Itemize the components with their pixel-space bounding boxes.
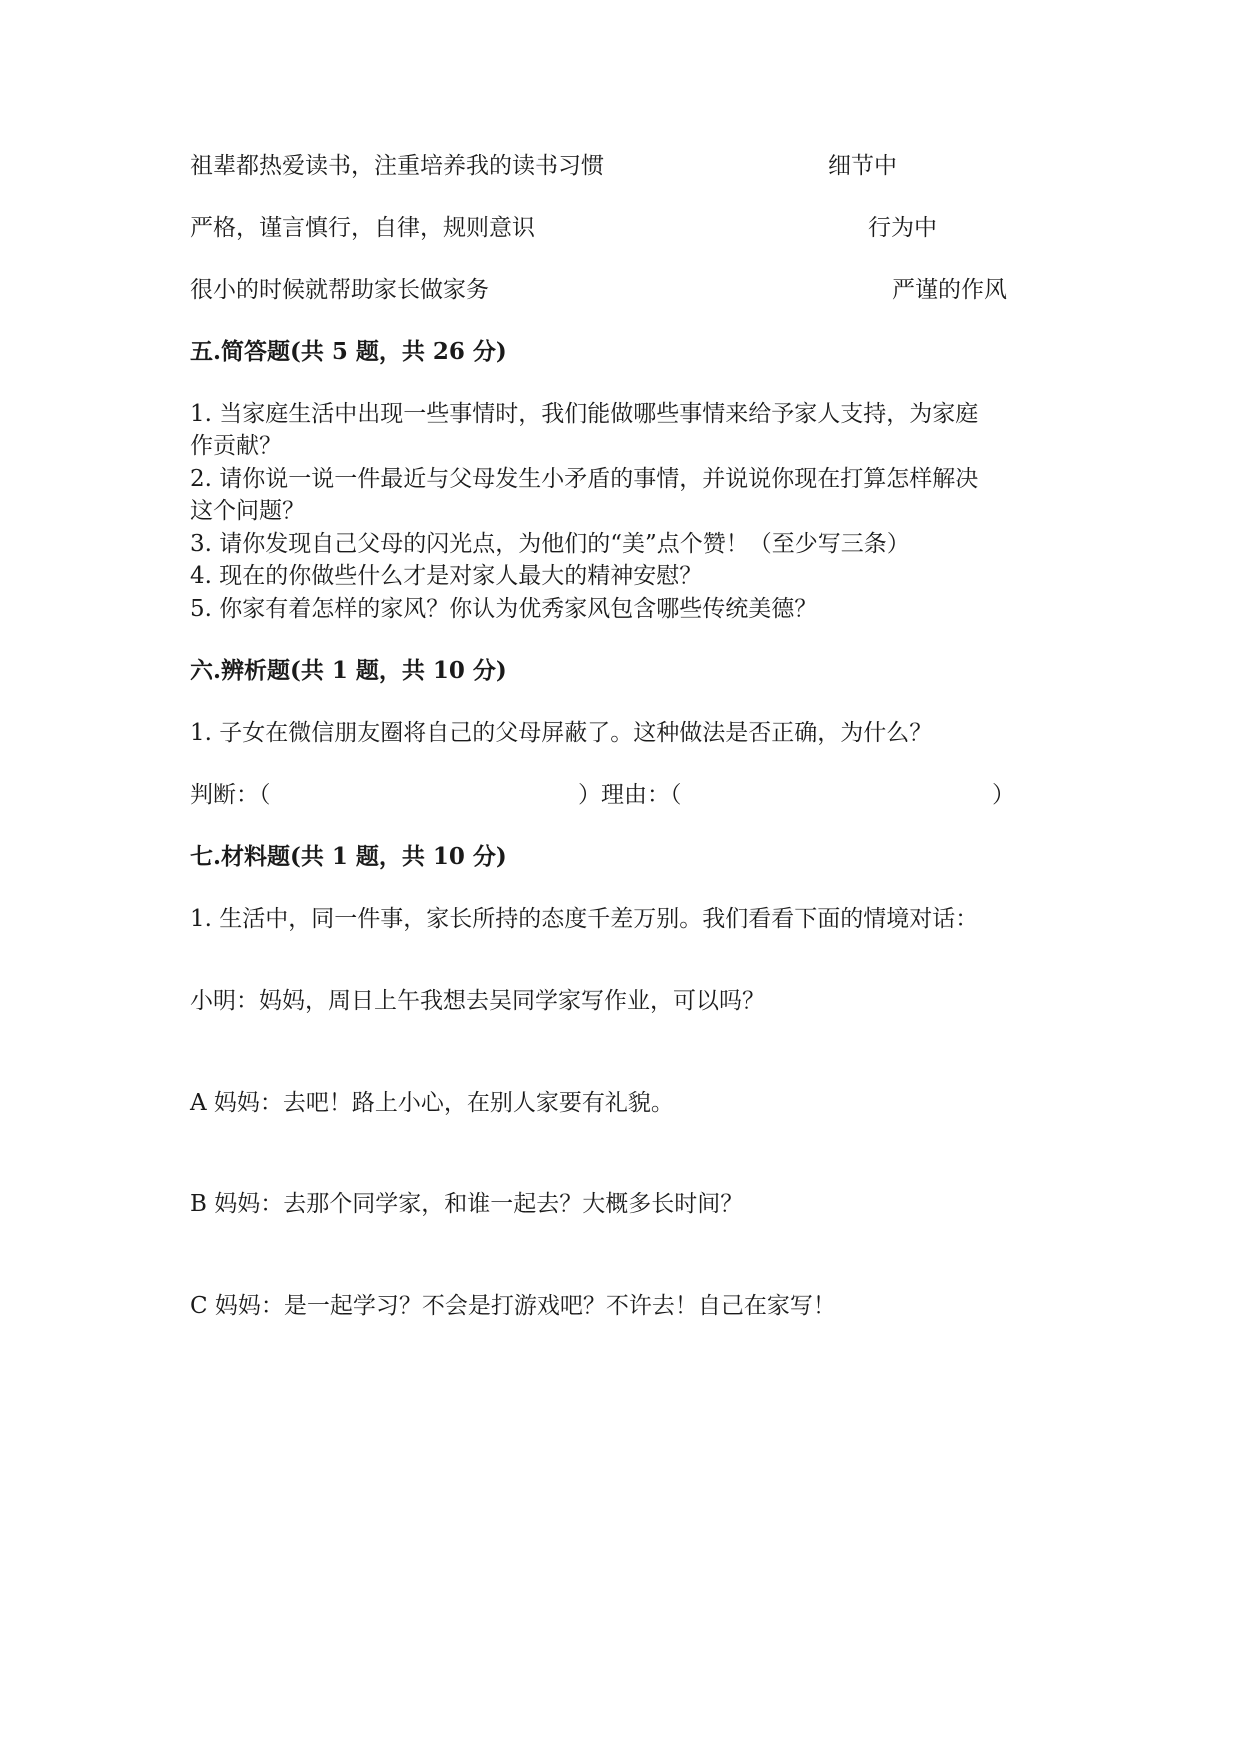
matching-right-2: 行为中: [868, 215, 937, 241]
reason-label: ）理由：（: [578, 782, 682, 808]
matching-right-3: 严谨的作风: [892, 277, 1007, 303]
reason-close: ）: [992, 782, 1015, 808]
section6-heading: 六.辨析题(共 1 题，共 10 分): [190, 657, 507, 684]
judge-label: 判断：（: [190, 782, 271, 808]
matching-right-1: 细节中: [828, 153, 897, 179]
section5-line-6: 4. 现在的你做些什么才是对家人最大的精神安慰？: [190, 563, 703, 589]
section5-line-3: 2. 请你说一说一件最近与父母发生小矛盾的事情，并说说你现在打算怎样解决: [190, 466, 979, 492]
section5-line-4: 这个问题？: [190, 498, 305, 524]
dialogue-mom-a: A 妈妈：去吧！路上小心，在别人家要有礼貌。: [190, 1090, 674, 1116]
section6-question: 1. 子女在微信朋友圈将自己的父母屏蔽了。这种做法是否正确，为什么？: [190, 720, 933, 746]
matching-left-1: 祖辈都热爱读书，注重培养我的读书习惯: [190, 153, 604, 179]
dialogue-mom-b: B 妈妈：去那个同学家，和谁一起去？大概多长时间？: [190, 1191, 744, 1217]
dialogue-xiaoming: 小明：妈妈，周日上午我想去吴同学家写作业，可以吗？: [190, 988, 765, 1014]
matching-left-3: 很小的时候就帮助家长做家务: [190, 277, 489, 303]
section5-line-7: 5. 你家有着怎样的家风？你认为优秀家风包含哪些传统美德？: [190, 596, 818, 622]
matching-left-2: 严格，谨言慎行，自律，规则意识: [190, 215, 535, 241]
section5-heading: 五.简答题(共 5 题，共 26 分): [190, 338, 507, 365]
section5-line-2: 作贡献？: [190, 433, 282, 459]
dialogue-mom-c: C 妈妈：是一起学习？不会是打游戏吧？不许去！自己在家写！: [190, 1293, 836, 1319]
section7-question: 1. 生活中，同一件事，家长所持的态度千差万别。我们看看下面的情境对话：: [190, 906, 979, 932]
section5-line-5: 3. 请你发现自己父母的闪光点，为他们的“美”点个赞！（至少写三条）: [190, 531, 910, 557]
section5-line-1: 1. 当家庭生活中出现一些事情时，我们能做哪些事情来给予家人支持，为家庭: [190, 401, 979, 427]
section7-heading: 七.材料题(共 1 题，共 10 分): [190, 843, 507, 870]
